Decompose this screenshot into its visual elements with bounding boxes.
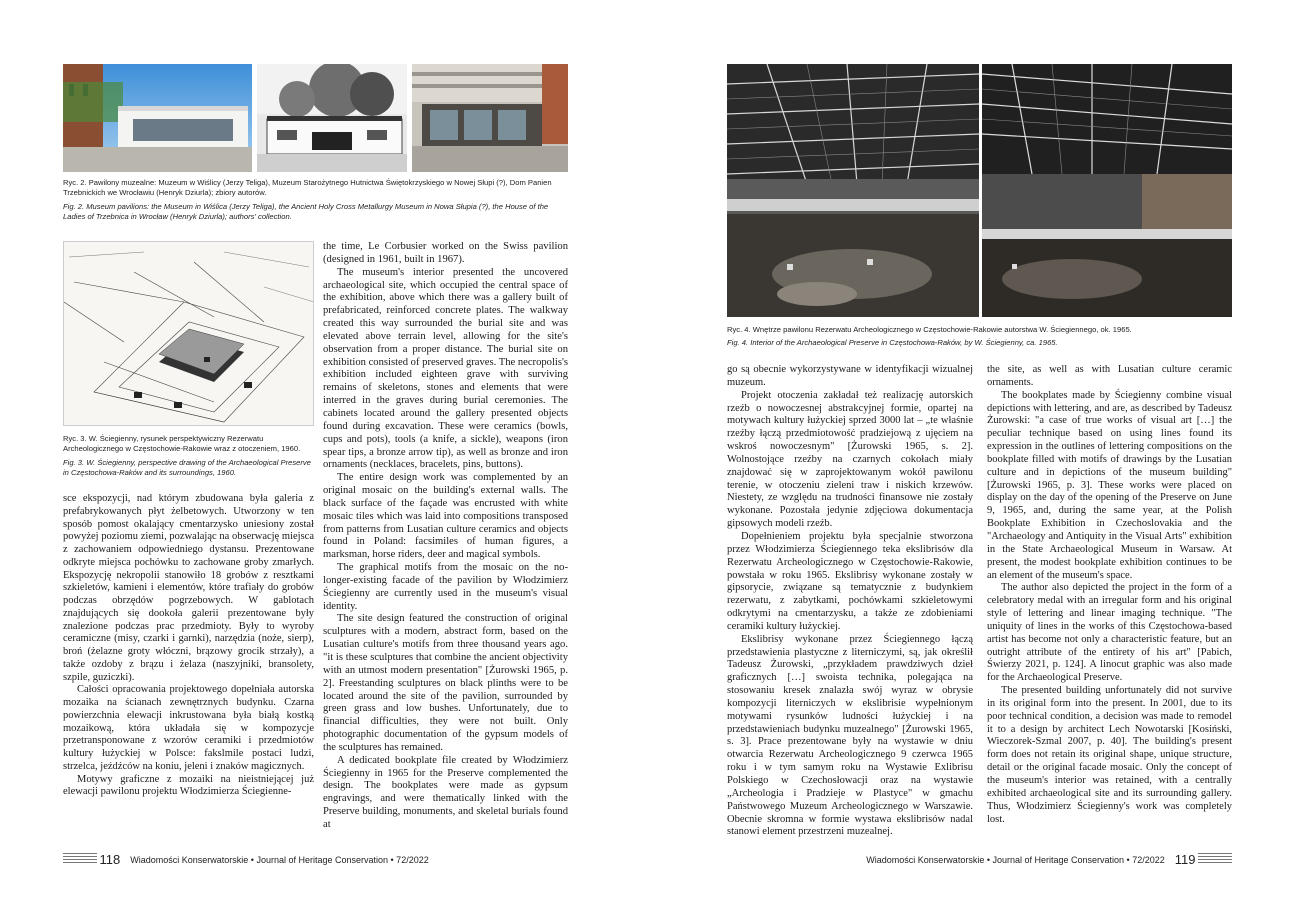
paragraph: go są obecnie wykorzystywane w identyfikacji wizualnej muzeum. (727, 364, 973, 388)
left-page-footer (63, 852, 429, 867)
fig2-photo-wislica (63, 64, 252, 172)
right-page-footer (866, 852, 1232, 867)
fig3-perspective-drawing (63, 241, 314, 426)
paragraph: The author also depicted the project in the form of a celebratory medal with an irregular form and his original style of lettering and linear imaging technique. "The uniquity of lines in the works of this Częstochowa-based artist has become not only a characteristic feature, but an outright attribute of the entirety of his art" [Pabich, Świerzy 2021, p. 124]. A linocut graphic was also made for the Archaeological Preserve. (987, 582, 1232, 684)
paragraph: The presented building unfortunately did not survive in its original form into the present. In 2001, due to its poor technical condition, a decision was made to remodel it to a design by architect Lech Nowotarski [Kosiński, Wieczorek-Szmal 2007, p. 40]. The building's present form does not retain its original shape, unique structure, detail or the original facade mosaic. Only the concept of the museum's interior was retained, with a centrally exhibited archaeological site and its surrounding gallery. Thus, Włodzimierz Ściegienny's work was completely lost. (987, 685, 1232, 825)
right-page-en-column (987, 364, 1232, 826)
paragraph: Całości opracowania projektowego dopełniała autorska mozaika na ścianach zewnętrznych budynku. Czarna powierzchnia elewacji inkrustowana była białą kostką mozaikową, która układała się w kompozycje przetransponowane z wzorów ceramiki i przedmiotów kultury łużyckiej w Polsce: fakslmile postaci ludzi, strzelca, jeźdźców na koniu, jeleni i znaków magicznych. (63, 684, 314, 772)
paragraph: The graphical motifs from the mosaic on the no-longer-existing facade of the pavilion by Włodzimierz Ściegienny are currently used in the museum's visual identity. (323, 562, 568, 612)
journal-title: Wiadomości Konserwatorskie • Journal of Heritage Conservation • 72/2022 (866, 855, 1165, 865)
left-page-en-column (323, 241, 568, 832)
journal-title: Wiadomości Konserwatorskie • Journal of Heritage Conservation • 72/2022 (130, 855, 429, 865)
right-page-pl-column (727, 364, 973, 839)
fig2-caption (63, 178, 568, 222)
paragraph: The site design featured the construction of original sculptures with a modern, abstract form, based on the Lusatian culture's motifs from three thousand years ago. "it is these sculptures that combine the ancient objectivity with an utmost modern presentation" [Żurowski 1965, p. 2]. Freestanding sculptures on black plinths were to be located around the site of the pavilion, surrounded by green grass and low bushes. Unfortunately, due to financial difficulties, they were not built. Only photographic documentation of the gypsum models of the sculptures has remained. (323, 613, 568, 753)
page-number: 119 (1174, 852, 1196, 867)
fig2-caption-pl: Ryc. 2. Pawilony muzealne: Muzeum w Wiślicy (Jerzy Teliga), Muzeum Starożytnego Hutnictwa Świętokrzyskiego w Nowej Słupi (?), Dom Panien Trzebnickich we Wrocławiu (Henryk Dziurla); zbiory autorów. (63, 178, 552, 197)
fig4-caption-en: Fig. 4. Interior of the Archaeological Preserve in Częstochowa-Raków, by W. Ściegienny, ca. 1965. (727, 338, 1058, 347)
paragraph: Projekt otoczenia zakładał też realizację autorskich rzeźb o nowoczesnej abstrakcyjnej formie, opartej na motywach kultury łużyckiej sprzed 3000 lat – „te właśnie rzeźby łączą przedmiotowość pradziejową z ujęciem na wskroś nowoczesnym" [Żurowski 1965, s. 2]. Wolnostojące rzeźby na czarnych cokołach miały znajdować się w zaprojektowanym wokół pawilonu terenie, w otoczeniu zieleni traw i niskich krzewów. Niestety, ze względu na trudności finansowe nie zostały wykonane. Pozostała jedynie zdjęciowa dokumentacja gipsowych modeli rzeźb. (727, 389, 973, 530)
paragraph: Dopełnieniem projektu była specjalnie stworzona przez Włodzimierza Ściegiennego teka ekslibrisów dla Rezerwatu Archeologicznego w Częstochowie-Rakowie, powstała w roku 1965. Ekslibrisy wykonane zostały w gipsorycie, związane są tematycznie z budynkiem rezerwatu, z zabytkami, pochówkami szkieletowymi odkrytymi na cmentarzysku, a także ze zdobieniami ceramiki kultury łużyckiej. (727, 530, 973, 632)
fig4-caption-pl: Ryc. 4. Wnętrze pawilonu Rezerwatu Archeologicznego w Częstochowie-Rakowie autorstwa W. Ściegiennego, ok. 1965. (727, 325, 1132, 334)
fig2-photo-nowa-slupia (257, 64, 407, 172)
paragraph: The entire design work was complemented by an original mosaic on the building's external walls. The black surface of the façade was encrusted with white mosaic tiles which was laid into compositions transposed from patterns from Lusatian culture ceramics and objects found in Poland: facsimiles of human figures, a marksman, horse riders, deer and magical symbols. (323, 472, 568, 561)
fig3-caption-pl: Ryc. 3. W. Ściegienny, rysunek perspektywiczny Rezerwatu Archeologicznego w Częstochowie-Rakowie wraz z otoczeniem, 1960. (63, 434, 301, 453)
page-number: 118 (99, 852, 121, 867)
paragraph: sce ekspozycji, nad którym zbudowana była galeria z prefabrykowanych płyt żelbetowych. Utworzony w ten sposób pomost okalający cmentarzysko uniesiony został powyżej poziomu ziemi, pozwalając na obserwację miejsca z zachowaniem odpowiedniego dystansu. Prezentowane odkryte miejsca pochówku to zachowane groby zmarłych. Ekspozycję nekropolii stanowiło 18 grobów z resztkami szkieletów, kamieni i elementów, które trafiały do grobów podczas obrzędów pogrzebowych. W gablotach znajdujących się dookoła galerii prezentowane były znalezione podczas prac przedmioty. Były to wyroby ceramiczne (misy, czarki i garnki), narzędzia (noże, sierp), broń (żelazne groty włóczni, brązowy grocik strzały), a także ozdoby z brązu i żelaza (naszyjniki, bransolety, szpile, guziczki). (63, 493, 314, 683)
fig3-caption-en: Fig. 3. W. Ściegienny, perspective drawing of the Archaeological Preserve in Częstochowa-Raków and its surroundings, 1960. (63, 458, 311, 477)
paragraph: A dedicated bookplate file created by Włodzimierz Ściegienny in 1965 for the Preserve complemented the design. The bookplates were made as gypsum engravings, and were thematically linked with the Preserve building, monuments, and skeletal burials found at (323, 754, 568, 830)
paragraph: The bookplates made by Ściegienny combine visual depictions with lettering, and are, as described by Tadeusz Żurowski: "a case of true works of visual art […] the peculiar technique based on using lines found its expression in the outlines of lettering compositions on the bookplate filled with motifs of drawings by the Lusatian culture and in depictions of the museum building" [Żurowski 1965, p. 3]. These works were placed on display on the day of the opening of the Preserve on June 9, 1965, and, during the same year, at the Polish Bookplate Exhibition in Czechoslovakia and the "Archaeology and Antiquity in the Visual Arts" exhibition in the State Archaeological Museum in Warsaw. At present, the modest bookplate exhibition continues to be an element of the museum's space. (987, 389, 1232, 581)
left-page-pl-column (63, 493, 314, 799)
footer-stripes-icon (63, 853, 97, 864)
fig2-photo-trzebnica-house (412, 64, 568, 172)
fig3-caption (63, 434, 314, 478)
paragraph: the time, Le Corbusier worked on the Swiss pavilion (designed in 1961, built in 1967). (323, 241, 568, 265)
fig4-caption (727, 325, 1232, 348)
paragraph: The museum's interior presented the uncovered archaeological site, which occupied the central space of the exhibition, above which there was a gallery built of prefabricated, reinforced concrete plates. The walkway created this way surrounded the burial site and was elevated above terrain level, allowing for the site's observation from a proper distance. The burial site on exhibition consisted of preserved graves. The necropolis's exhibition included eighteen grave with surviving remains of skeletons, stones and elements that were interred in the graves during burial ceremonies. The cabinets located around the gallery presented objects found during excavation. These were ceramics (bowls, cups and pots), tools (a knife, a sickle), weapons (iron spear tips, a bronze arrow tip), as well as bronze and iron ornaments (necklaces, bracelets, pins, buttons). (323, 266, 569, 471)
fig2-caption-en: Fig. 2. Museum pavilions: the Museum in Wiślica (Jerzy Teliga), the Ancient Holy Cross Metallurgy Museum in Nowa Słupia (?), the House of the Ladies of Trzebnica in Wrocław (Henryk Dziurla); authors' collection. (63, 202, 549, 221)
paragraph: the site, as well as with Lusatian culture ceramic ornaments. (987, 364, 1232, 388)
fig4-interior-photo-right (982, 64, 1232, 317)
paragraph: Ekslibrisy wykonane przez Ściegiennego łączą przedstawienia plastyczne z literniczymi, są, jak określił Tadeusz Żurowski, „przykładem prawdziwych dzieł graficznych […] swoista technika, polegająca na stosowaniu kresek znalazła swój wyraz w obrysie kompozycji literniczych w ekslibrisie wypełnionym motywami rysunków ludności łużyckiej i na przedstawieniach budynku muzealnego" [Żurowski 1965, s. 3]. Prace prezentowane były na wystawie w dniu otwarcia Rezerwatu Archeologicznego 9 czerwca 1965 roku i w tym samym roku na Wystawie Exlibrisu Polskiego w Czechosłowacji oraz na wystawie „Archeologia i Pradzieje w Plastyce" w gmachu Państwowego Muzeum Archeologicznego w Warszawie. Obecnie skromna w formie wystawa ekslibrisów nadal stanowi element przestrzeni muzealnej. (727, 633, 973, 838)
paragraph: Motywy graficzne z mozaiki na nieistniejącej już elewacji pawilonu projektu Włodzimierza Ściegienne- (63, 773, 314, 798)
fig4-interior-photo-left (727, 64, 979, 317)
footer-stripes-icon (1198, 853, 1232, 864)
